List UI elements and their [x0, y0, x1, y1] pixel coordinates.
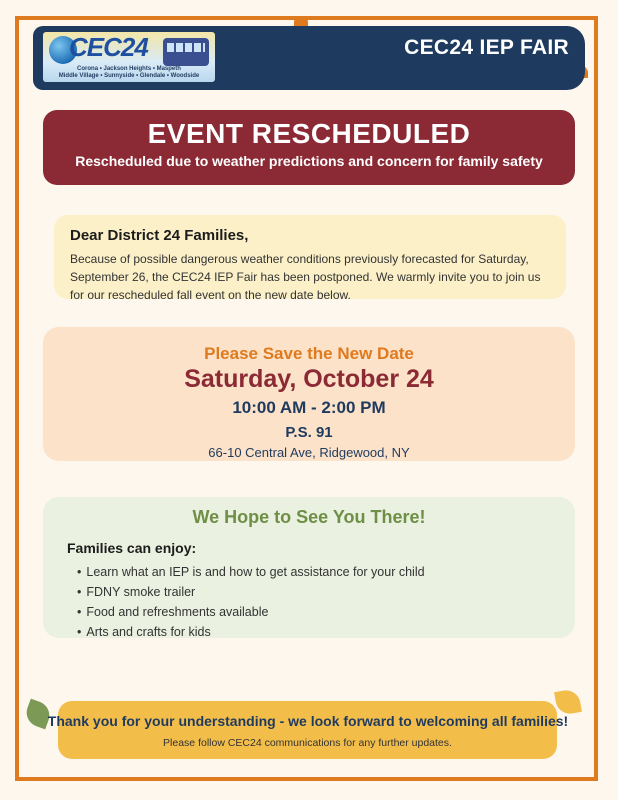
activities-title: We Hope to See You There!	[192, 507, 426, 527]
footer-thanks: Thank you for your understanding - we look forward to welcoming all families!	[47, 713, 569, 729]
activities-subtitle: Families can enjoy:	[67, 540, 197, 556]
list-item: • Food and refreshments available	[77, 602, 551, 622]
list-item: • FDNY smoke trailer	[77, 582, 551, 602]
cec24-logo	[43, 32, 215, 82]
event-date: Saturday, October 24	[184, 365, 434, 393]
letter-card	[54, 215, 566, 302]
logo-text: CEC24	[69, 32, 148, 62]
event-venue: P.S. 91	[285, 424, 333, 441]
event-address: 66-10 Central Ave, Ridgewood, NY	[208, 445, 410, 460]
logo-towns-line1: Corona • Jackson Heights • Maspeth	[77, 66, 181, 72]
list-item: • Arts and crafts for kids	[77, 622, 551, 642]
footer-box	[47, 701, 569, 759]
logo-towns-line2: Middle Village • Sunnyside • Glendale • Woodside	[58, 73, 200, 79]
new-date-card	[43, 327, 575, 461]
save-date-heading: Please Save the New Date	[204, 344, 414, 363]
activities-list	[67, 562, 551, 642]
list-item: • Learn what an IEP is and how to get assistance for your child	[77, 562, 551, 582]
banner-subtitle: Rescheduled due to weather predictions and concern for family safety	[75, 153, 543, 169]
header-bar	[33, 26, 585, 90]
letter-body: Because of possible dangerous weather conditions previously forecasted for Saturday, September 26, the CEC24 IEP Fair has been postponed. We warmly invite you to join us for our rescheduled fall event on the new date below.	[70, 252, 541, 302]
event-time: 10:00 AM - 2:00 PM	[232, 398, 386, 417]
banner-title: EVENT RESCHEDULED	[147, 118, 471, 149]
letter-greeting: Dear District 24 Families,	[70, 227, 249, 244]
page-title: CEC24 IEP FAIR	[404, 36, 569, 59]
trolley-icon	[163, 38, 209, 66]
footer-note: Please follow CEC24 communications for any further updates.	[163, 737, 452, 749]
rescheduled-banner	[43, 110, 575, 185]
activities-card	[43, 497, 575, 638]
